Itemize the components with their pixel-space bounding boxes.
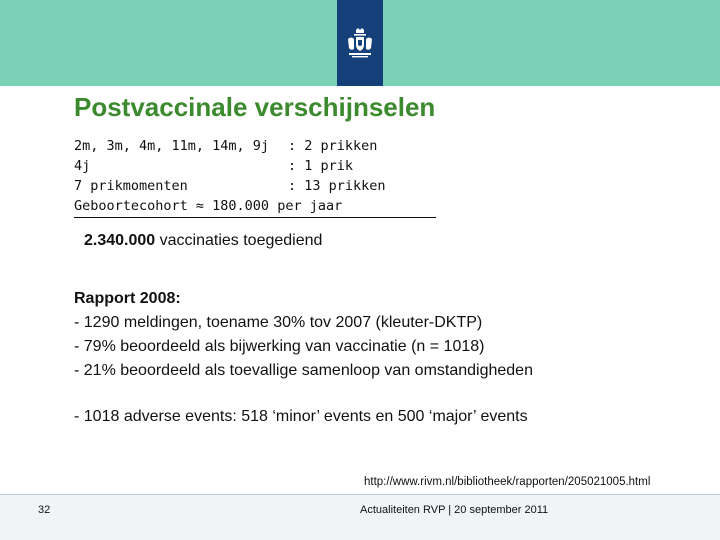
schedule-item-value: : 1 prik <box>288 158 354 174</box>
report-line: - 79% beoordeeld als bijwerking van vaccinatie (n = 1018) <box>74 338 485 355</box>
total-vaccinations-text: vaccinaties toegediend <box>155 232 323 249</box>
slide-title: Postvaccinale verschijnselen <box>74 92 436 122</box>
schedule-item-value: : 13 prikken <box>288 178 386 194</box>
birth-cohort-line: Geboortecohort ≈ 180.000 per jaar <box>74 198 343 214</box>
total-divider <box>74 217 436 218</box>
total-vaccinations-value: 2.340.000 <box>84 232 156 249</box>
schedule-item-label: 4j <box>74 158 91 174</box>
footer-bar <box>0 495 720 540</box>
adverse-events-line: - 1018 adverse events: 518 ‘minor’ events en 500 ‘major’ events <box>74 408 528 425</box>
footer-caption: Actualiteiten RVP | 20 september 2011 <box>360 504 549 516</box>
report-line: - 21% beoordeeld als toevallige samenloop van omstandigheden <box>74 362 533 379</box>
coat-of-arms-icon <box>345 27 375 59</box>
schedule-item-label: 2m, 3m, 4m, 11m, 14m, 9j <box>74 138 270 154</box>
schedule-item-value: : 2 prikken <box>288 138 378 154</box>
page-number: 32 <box>38 504 51 516</box>
schedule-item-label: 7 prikmomenten <box>74 178 188 194</box>
total-vaccinations <box>84 232 322 250</box>
source-link[interactable]: http://www.rivm.nl/bibliotheek/rapporten/205021005.html <box>364 476 651 488</box>
report-heading: Rapport 2008: <box>74 290 181 307</box>
logo-band <box>337 0 383 86</box>
report-line: - 1290 meldingen, toename 30% tov 2007 (kleuter-DKTP) <box>74 314 483 331</box>
